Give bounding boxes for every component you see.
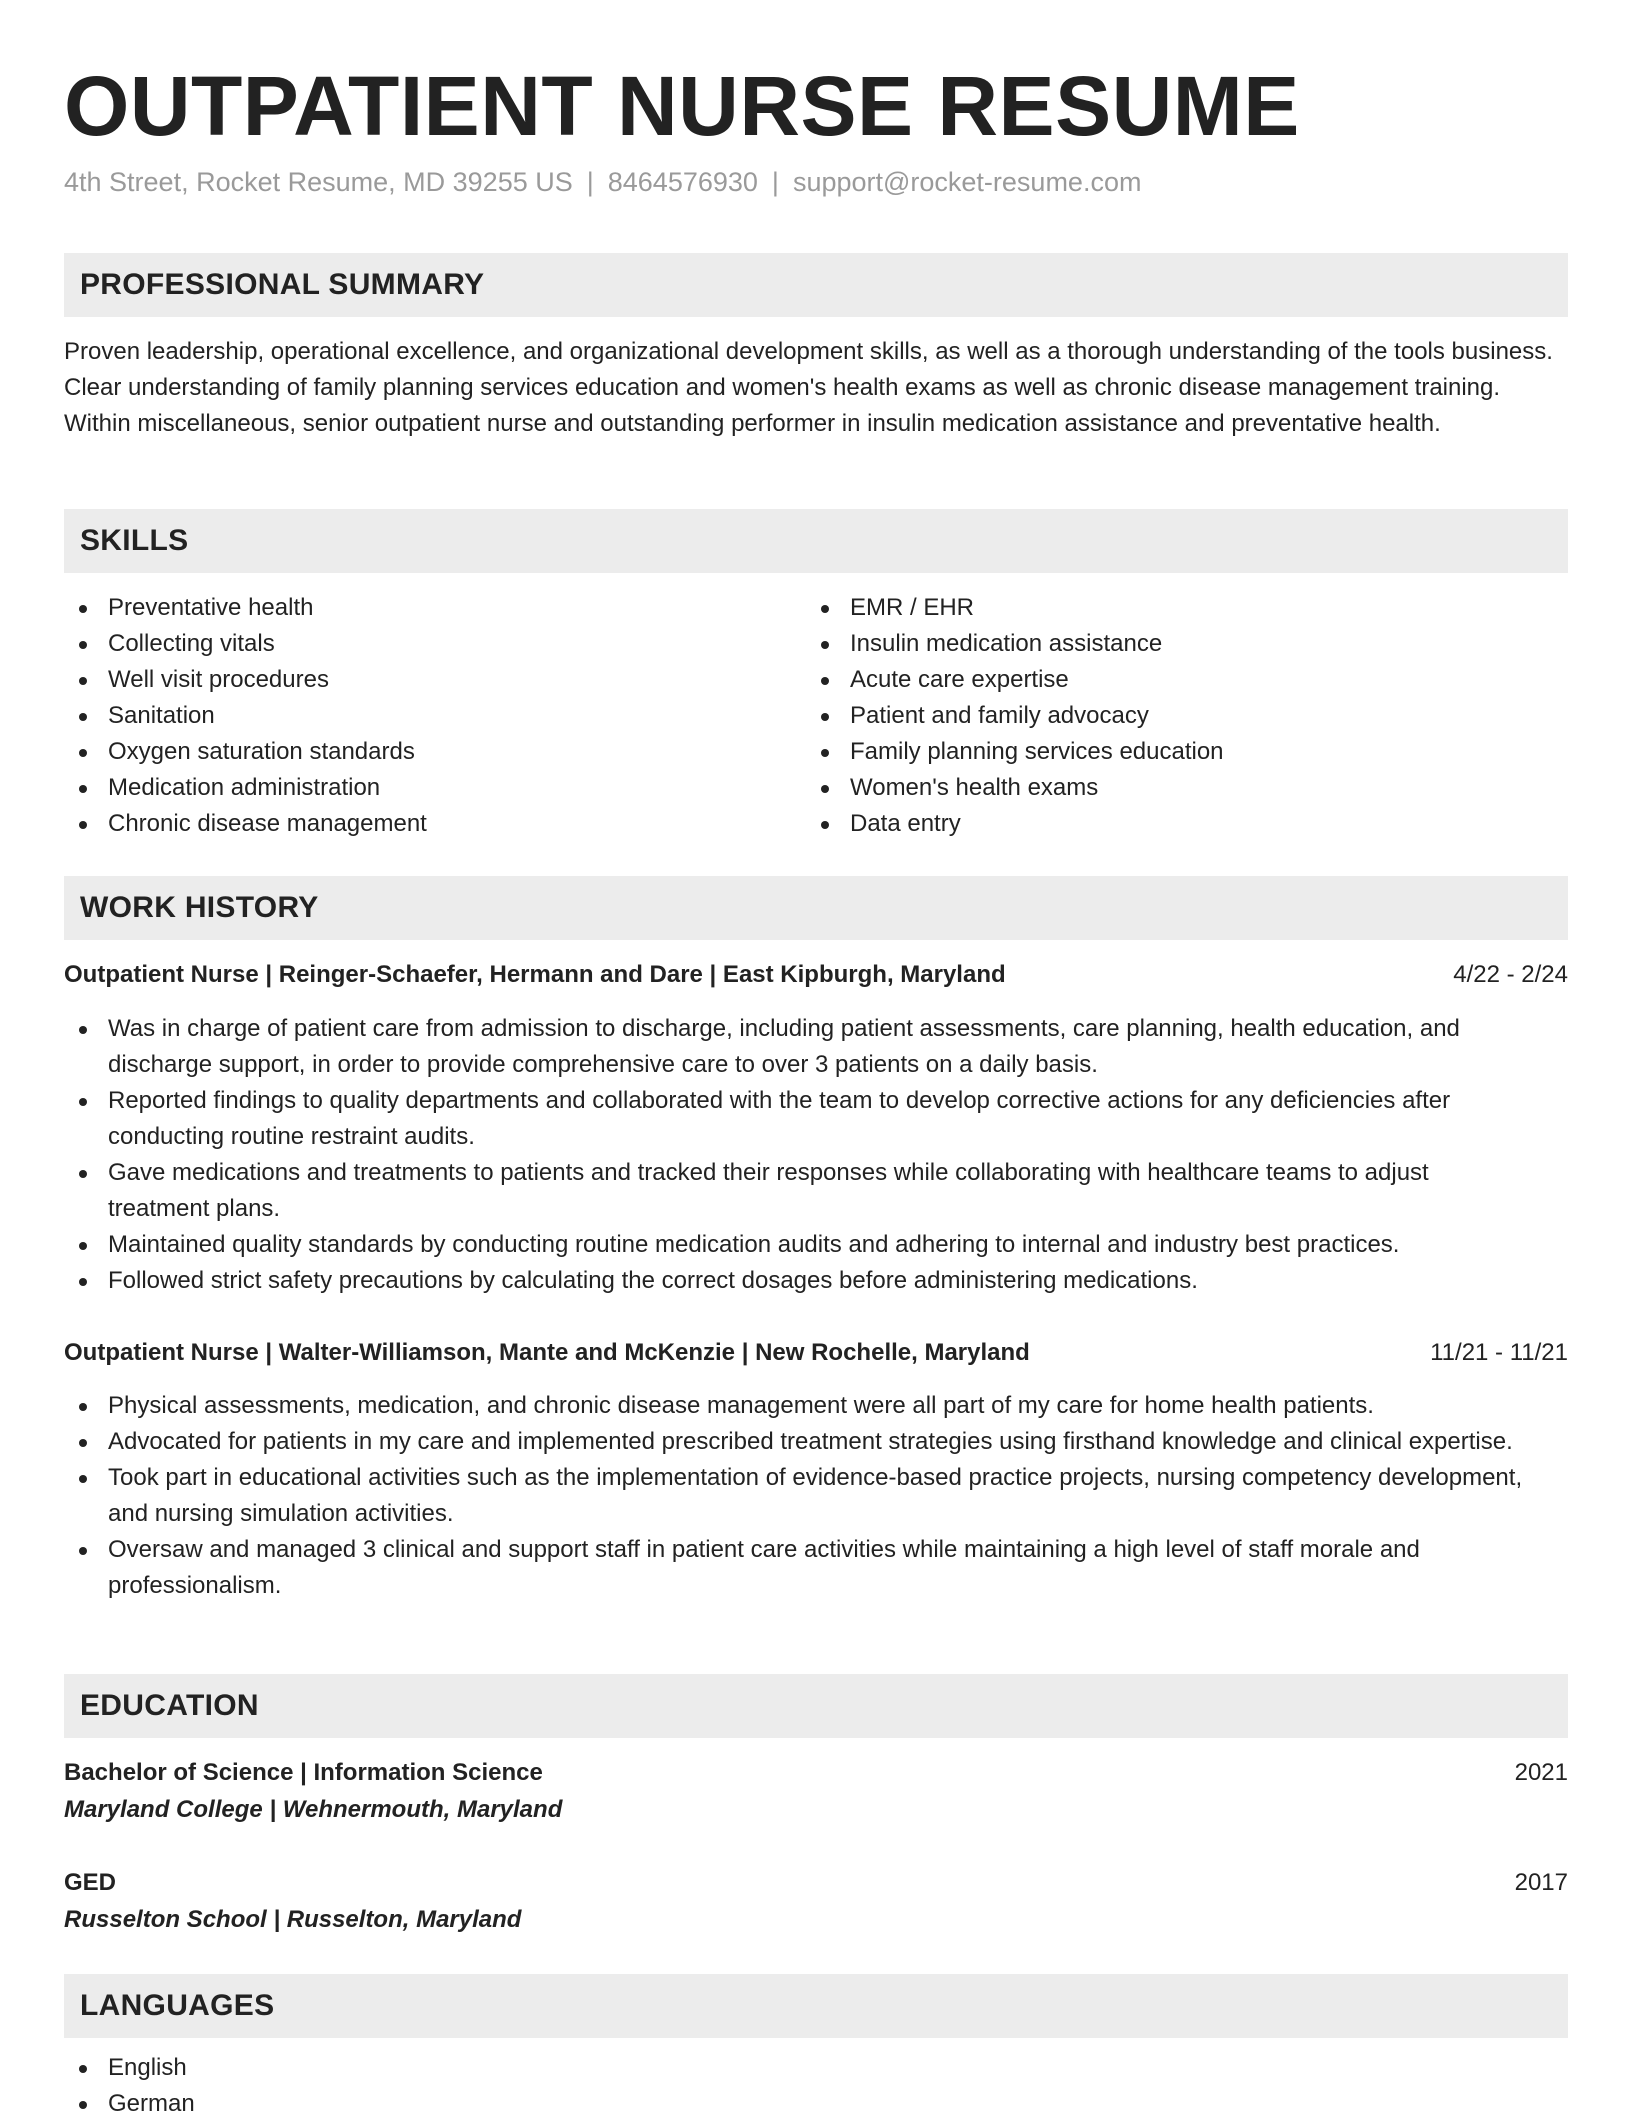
education-entry-header (64, 1755, 1568, 1791)
skill-item: EMR / EHR (806, 590, 1526, 626)
contact-separator: | (586, 167, 594, 197)
language-item: German (64, 2086, 1568, 2112)
skills-list-right (806, 590, 1526, 842)
skill-item: Collecting vitals (64, 626, 784, 662)
skills-list-left (64, 590, 784, 842)
skill-item: Data entry (806, 806, 1526, 842)
skills-section-header (64, 509, 1568, 573)
languages-heading: LANGUAGES (80, 1989, 275, 2022)
languages-list (64, 2050, 1568, 2112)
contact-phone: 8464576930 (607, 167, 758, 197)
job-duties-list (64, 1388, 1568, 1604)
job-duty-item: Followed strict safety precautions by calculating the correct dosages before administering medications. (64, 1263, 1568, 1299)
skill-item: Acute care expertise (806, 662, 1526, 698)
work-heading: WORK HISTORY (80, 891, 319, 924)
contact-email: support@rocket-resume.com (792, 167, 1142, 197)
job-header (64, 957, 1568, 993)
job-duty-item: Physical assessments, medication, and chronic disease management were all part of my care for home health patients. (64, 1388, 1568, 1424)
skill-item: Women's health exams (806, 770, 1526, 806)
job-duty-item: Was in charge of patient care from admission to discharge, including patient assessments, care planning, health education, and discharge support, in order to provide comprehensive care to over 3 patients on a daily basis. (64, 1011, 1568, 1083)
skill-item: Family planning services education (806, 734, 1526, 770)
education-heading: EDUCATION (80, 1689, 259, 1722)
job-title: Outpatient Nurse | Reinger-Schaefer, Hermann and Dare | East Kipburgh, Maryland (64, 961, 1006, 988)
job-dates: 4/22 - 2/24 (1453, 961, 1568, 988)
job-dates: 11/21 - 11/21 (1430, 1339, 1568, 1366)
graduation-year: 2017 (1514, 1869, 1568, 1896)
languages-section-header (64, 1974, 1568, 2038)
skill-item: Preventative health (64, 590, 784, 626)
work-section-header (64, 876, 1568, 940)
job-duty-item: Oversaw and managed 3 clinical and support staff in patient care activities while maintaining a high level of staff morale and professionalism. (64, 1532, 1568, 1604)
summary-text: Proven leadership, operational excellence, and organizational development skills, as well as a thorough understanding of the tools business. Clear understanding of family planning services education and women's health exams as well as chronic disease management training. Within miscellaneous, senior outpatient nurse and outstanding performer in insulin medication assistance and preventative health. (64, 338, 1553, 437)
degree: Bachelor of Science | Information Science (64, 1759, 543, 1786)
language-item: English (64, 2050, 1568, 2086)
resume-title: OUTPATIENT NURSE RESUME (64, 59, 1300, 153)
job-duty-item: Advocated for patients in my care and implemented prescribed treatment strategies using firsthand knowledge and clinical expertise. (64, 1424, 1568, 1460)
job-duty-item: Maintained quality standards by conducting routine medication audits and adhering to internal and industry best practices. (64, 1227, 1568, 1263)
skill-item: Insulin medication assistance (806, 626, 1526, 662)
skill-item: Sanitation (64, 698, 784, 734)
contact-address: 4th Street, Rocket Resume, MD 39255 US (64, 167, 573, 197)
skill-item: Well visit procedures (64, 662, 784, 698)
degree: GED (64, 1869, 117, 1896)
skill-item: Chronic disease management (64, 806, 784, 842)
skills-heading: SKILLS (80, 524, 189, 557)
school-name: Russelton School | Russelton, Maryland (64, 1906, 522, 1933)
job-duty-item: Reported findings to quality departments and collaborated with the team to develop corrective actions for any deficiencies after conducting routine restraint audits. (64, 1083, 1568, 1155)
job-duties-list (64, 1011, 1568, 1299)
education-section-header (64, 1674, 1568, 1738)
contact-separator: | (771, 167, 779, 197)
education-entry-header (64, 1865, 1568, 1901)
job-header (64, 1335, 1568, 1371)
skill-item: Medication administration (64, 770, 784, 806)
summary-section-header (64, 253, 1568, 317)
school-name: Maryland College | Wehnermouth, Maryland (64, 1796, 563, 1823)
summary-heading: PROFESSIONAL SUMMARY (80, 268, 485, 301)
skill-item: Patient and family advocacy (806, 698, 1526, 734)
job-title: Outpatient Nurse | Walter-Williamson, Mante and McKenzie | New Rochelle, Maryland (64, 1339, 1030, 1366)
job-duty-item: Gave medications and treatments to patients and tracked their responses while collaborating with healthcare teams to adjust treatment plans. (64, 1155, 1568, 1227)
contact-line (64, 167, 1141, 198)
job-duty-item: Took part in educational activities such as the implementation of evidence-based practice projects, nursing competency development, and nursing simulation activities. (64, 1460, 1568, 1532)
skill-item: Oxygen saturation standards (64, 734, 784, 770)
graduation-year: 2021 (1514, 1759, 1568, 1786)
